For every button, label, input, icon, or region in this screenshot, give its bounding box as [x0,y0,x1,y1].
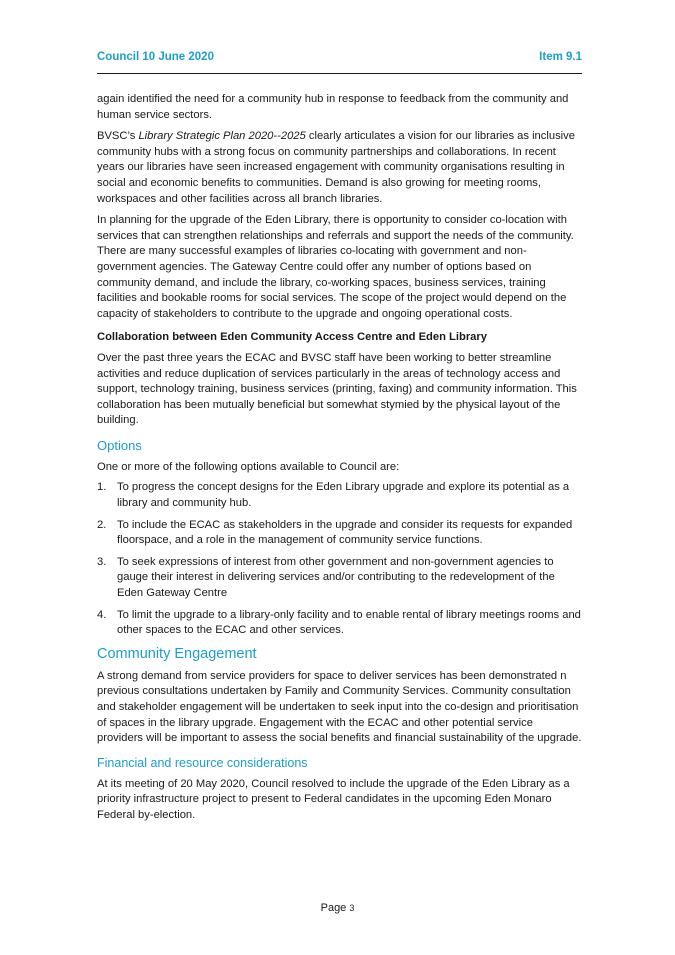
option-item [97,608,582,639]
option-number: 2. [97,518,107,531]
option-text: To limit the upgrade to a library-only facility and to enable rental of library meetings rooms and other spaces to the ECAC and other services. [117,608,581,637]
options-heading: Options [97,437,142,453]
options-list [97,480,582,638]
header-divider [97,73,582,74]
options-intro: One or more of the following options available to Council are: [97,460,400,473]
header-meeting-date: Council 10 June 2020 [97,51,214,63]
option-item [97,480,582,511]
paragraph-financial: At its meeting of 20 May 2020, Council resolved to include the upgrade of the Eden Library as a priority infrastructure project to present to Federal candidates in the upcoming Eden Monaro Federal by-election. [97,777,570,821]
paragraph-strategic-plan [97,129,582,207]
page-footer [0,902,675,914]
option-item [97,518,582,549]
paragraph-community-hub-need: again identified the need for a community hub in response to feedback from the community and human service sectors. [97,93,569,121]
financial-heading: Financial and resource considerations [97,755,308,770]
option-number: 1. [97,481,107,494]
paragraph-collaboration: Over the past three years the ECAC and BVSC staff have been working to better streamline activities and reduce duplication of services particularly in the areas of technology access and support, technology training, business services (printing, faxing) and community information. This collaboration has been mutually beneficial but somewhat stymied by the physical layout of the building. [97,351,577,427]
option-item [97,555,582,602]
community-engagement-heading: Community Engagement [97,645,257,662]
collaboration-heading: Collaboration between Eden Community Access Centre and Eden Library [97,331,487,344]
paragraph-co-location: In planning for the upgrade of the Eden Library, there is opportunity to consider co-location with services that can strengthen relationships and referrals and support the needs of the community. There are many successful examples of libraries co-locating with government and non-government agencies. The Gateway Centre could offer any number of options based on community demand, and include the library, co-working spaces, business services, training facilities and bookable rooms for social services. The scope of the project would depend on the capacity of stakeholders to contribute to the upgrade and ongoing operational costs. [97,214,574,320]
option-number: 3. [97,555,107,568]
page-header [97,51,582,71]
strategic-plan-title: Library Strategic Plan 2020--2025 [138,130,306,143]
option-text: To seek expressions of interest from other government and non-government agencies to gauge their interest in delivering services and/or contributing to the redevelopment of the Eden Gateway Centre [117,555,555,600]
strategic-plan-text: clearly articulates a vision for our libraries as inclusive community hubs with a strong focus on community partnerships and collaborations. In recent years our libraries have seen increased engagement with community organisations resulting in social and economic benefits to communities. Demand is also growing for meeting rooms, workspaces and other facilities across all branch libraries. [97,130,575,205]
option-text: To include the ECAC as stakeholders in the upgrade and consider its requests for expanded floorspace, and a role in the management of community service functions. [117,518,573,547]
option-number: 4. [97,608,107,621]
strategic-plan-prefix: BVSC’s [97,130,139,143]
paragraph-community-engagement: A strong demand from service providers for space to deliver services has been demonstrated n previous consultations undertaken by Family and Community Services. Community consultation and stakeholder engagement will be undertaken to seek input into the co-design and prioritisation of spaces in the library upgrade. Engagement with the ECAC and other potential service providers will be important to assess the social benefits and financial sustainability of the upgrade. [97,669,582,745]
option-text: To progress the concept designs for the Eden Library upgrade and explore its potential as a library and community hub. [117,481,570,510]
report-body [97,92,582,830]
header-item-number: Item 9.1 [539,51,582,63]
page-number: 3 [349,903,355,913]
page-label: Page [320,902,350,914]
